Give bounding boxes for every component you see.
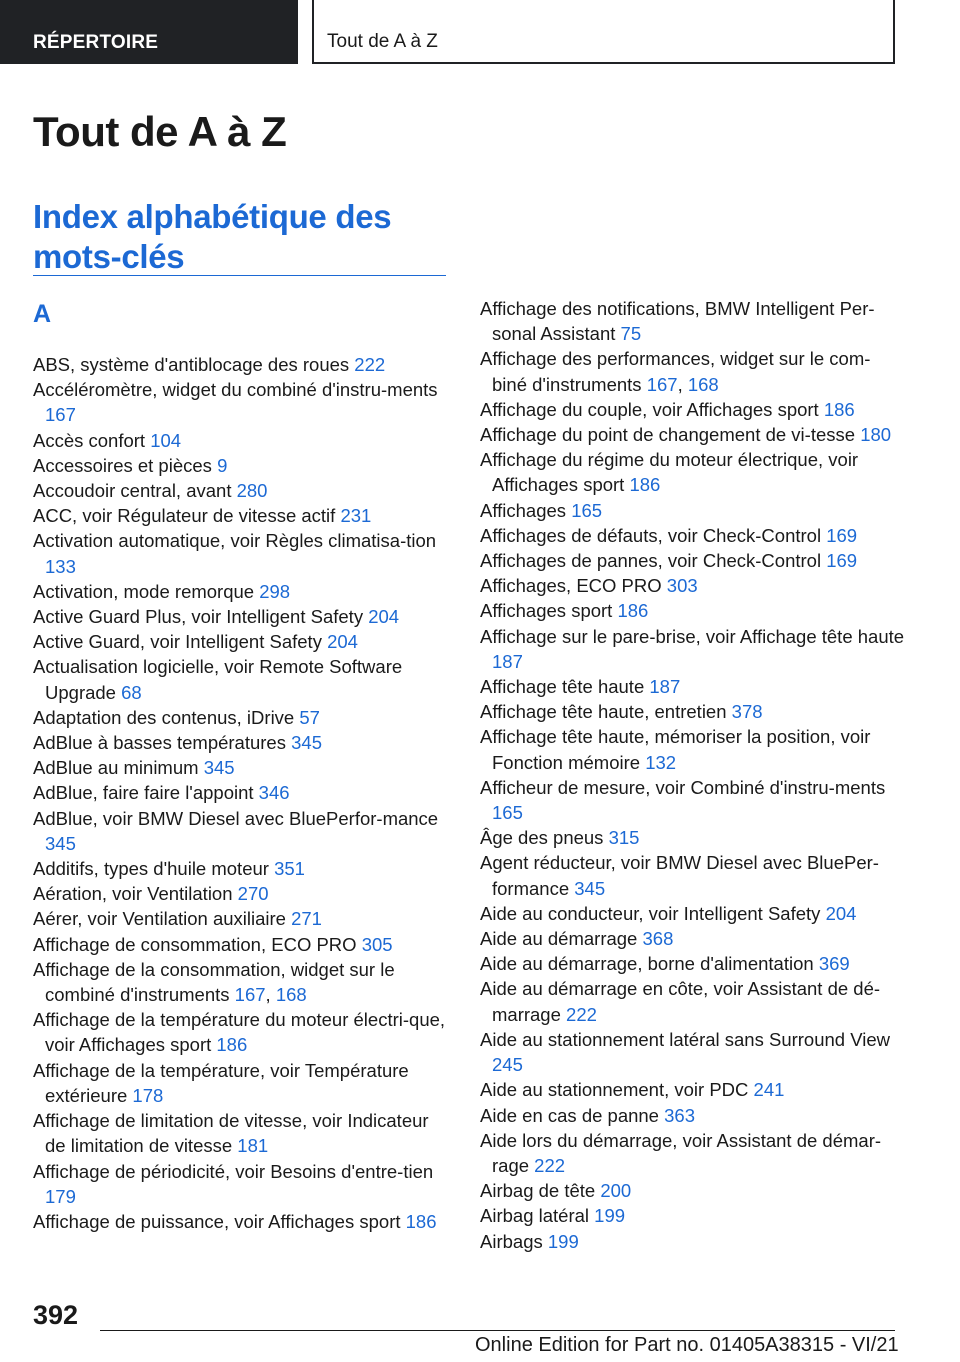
- index-entry: [33, 1058, 451, 1108]
- index-entry: [480, 674, 905, 699]
- index-entry-text: Affichage des notifications, BMW Intelligent Per-sonal Assistant: [480, 298, 875, 345]
- page-reference-link[interactable]: 305: [361, 933, 393, 955]
- index-entry-text: Aide en cas de panne: [480, 1104, 659, 1126]
- page-reference-link[interactable]: 186: [405, 1210, 437, 1232]
- index-list-right: [480, 296, 905, 1254]
- index-entry: [480, 1103, 905, 1128]
- page-reference-link[interactable]: 167: [646, 373, 678, 395]
- index-entry: [480, 624, 905, 674]
- page-reference-link[interactable]: 200: [600, 1180, 632, 1202]
- page-reference-link[interactable]: 104: [150, 429, 182, 451]
- page-reference-link[interactable]: 345: [574, 877, 606, 899]
- page-reference-link[interactable]: 169: [826, 550, 858, 572]
- index-entry: [480, 1178, 905, 1203]
- index-letter-heading: A: [33, 300, 52, 328]
- index-entry: [480, 1027, 905, 1077]
- index-entry: [480, 1229, 905, 1254]
- index-entry-text: Additifs, types d'huile moteur: [33, 858, 269, 880]
- footer-edition: Online Edition for Part no. 01405A38315 - VI/21: [475, 1334, 899, 1356]
- page-reference-link[interactable]: 179: [45, 1185, 76, 1207]
- page-reference-link[interactable]: 133: [45, 555, 76, 577]
- page-reference-link[interactable]: 345: [45, 832, 76, 854]
- index-entry-text: AdBlue au minimum: [33, 757, 199, 779]
- page-reference-link[interactable]: 165: [571, 499, 603, 521]
- index-entry: [33, 780, 451, 805]
- page-reference-link[interactable]: 270: [237, 883, 269, 905]
- page-number: 392: [33, 1300, 79, 1330]
- index-entry: [480, 724, 905, 774]
- index-entry: [480, 1203, 905, 1228]
- index-entry-text: Active Guard, voir Intelligent Safety: [33, 631, 322, 653]
- index-entry: Affichage des performances, widget sur le com-biné d'instruments 167, 168: [480, 348, 871, 395]
- index-entry-text: Aérer, voir Ventilation auxiliaire: [33, 908, 286, 930]
- index-entry: [33, 1007, 451, 1057]
- page-reference-link[interactable]: 315: [608, 827, 640, 849]
- index-entry: [33, 806, 451, 856]
- page-reference-link[interactable]: 68: [121, 681, 142, 703]
- index-entry: [33, 629, 451, 654]
- index-entry-text: ABS, système d'antiblocage des roues: [33, 354, 350, 375]
- index-entry-text: Activation automatique, voir Règles climatisa-tion: [33, 530, 437, 552]
- page-reference-link[interactable]: 346: [258, 782, 290, 804]
- page-reference-link[interactable]: 167: [45, 404, 76, 426]
- index-entry-text: AdBlue à basses températures: [33, 732, 286, 754]
- index-column-right: [480, 296, 905, 1254]
- index-entry-text: ACC, voir Régulateur de vitesse actif: [33, 505, 336, 527]
- index-entry-text: Affichages de pannes, voir Check-Control: [480, 550, 822, 572]
- index-entry: [480, 447, 905, 497]
- index-entry-text: Active Guard Plus, voir Intelligent Safety: [33, 606, 364, 628]
- index-entry: [480, 598, 905, 623]
- page-reference-link[interactable]: 186: [823, 398, 855, 420]
- index-entry: [33, 503, 451, 528]
- index-entry: [480, 926, 905, 951]
- index-entry: [480, 422, 905, 447]
- index-entry: [33, 604, 451, 629]
- page-reference-link[interactable]: 222: [534, 1154, 566, 1176]
- page-reference-link[interactable]: 187: [649, 676, 681, 698]
- index-entry: [480, 1077, 905, 1102]
- index-entry: [480, 1128, 905, 1178]
- index-entry-text: Accès confort: [33, 429, 146, 451]
- index-entry-text: Affichage de la température du moteur électri-que, voir Affichages sport: [33, 1009, 446, 1056]
- page-reference-link[interactable]: 180: [860, 424, 892, 446]
- index-entry: [33, 528, 451, 578]
- index-entry-text: Airbag latéral: [480, 1205, 590, 1227]
- index-entry-text: Affichages, ECO PRO: [480, 575, 662, 597]
- index-entry: [33, 932, 451, 957]
- page-reference-link[interactable]: 345: [291, 732, 322, 754]
- page-reference-link[interactable]: 298: [259, 580, 291, 602]
- index-entry-text: Affichage du point de changement de vi-tesse: [480, 424, 856, 446]
- index-entry-text: Actualisation logicielle, voir Remote Software Upgrade: [33, 656, 403, 703]
- page-reference-link[interactable]: 280: [236, 480, 268, 502]
- index-entry-text: Aide au stationnement, voir PDC: [480, 1079, 749, 1101]
- page-subtitle: Index alphabétique des mots-clés: [33, 198, 392, 275]
- section-tab: [0, 0, 298, 64]
- index-entry-text: Affichages de défauts, voir Check-Control: [480, 524, 822, 546]
- index-entry: [480, 397, 905, 422]
- index-entry: [480, 699, 905, 724]
- index-entry-text: Affichage du régime du moteur électrique, voir Affichages sport: [480, 449, 859, 496]
- index-entry-text: Agent réducteur, voir BMW Diesel avec BluePer-formance: [480, 852, 879, 899]
- index-entry-text: Aide au démarrage: [480, 928, 638, 950]
- page-reference-link[interactable]: 168: [275, 984, 307, 1006]
- index-entry-text: AdBlue, voir BMW Diesel avec BluePerfor-mance: [33, 807, 439, 829]
- index-entry-text: Âge des pneus: [480, 827, 604, 849]
- index-entry-text: Affichage sur le pare-brise, voir Affichage tête haute: [480, 625, 905, 647]
- index-entry: [33, 1108, 451, 1158]
- index-entry: [480, 498, 905, 523]
- index-entry: [33, 1159, 451, 1209]
- index-entry-text: Aide au démarrage, borne d'alimentation: [480, 953, 814, 975]
- index-entry: Affichage de la consommation, widget sur le combiné d'instruments 167, 168: [33, 958, 395, 1006]
- index-entry-text: Airbag de tête: [480, 1180, 596, 1202]
- page-reference-link[interactable]: 303: [666, 575, 698, 597]
- index-entry: [33, 428, 451, 453]
- index-entry-text: Aide au stationnement latéral sans Surround View: [480, 1028, 890, 1050]
- header-title-box: [312, 0, 895, 64]
- index-column-left: [33, 300, 451, 1234]
- index-entry-text: Affichage de limitation de vitesse, voir Indicateur de limitation de vitesse: [33, 1110, 429, 1157]
- index-entry: [33, 453, 451, 478]
- header-title: Tout de A à Z: [327, 31, 438, 52]
- index-entry-text: Affichage de la température, voir Température extérieure: [33, 1059, 409, 1106]
- page-reference-link[interactable]: 181: [237, 1135, 269, 1157]
- index-entry-text: AdBlue, faire faire l'appoint: [33, 782, 254, 804]
- page-reference-link[interactable]: 132: [645, 751, 677, 773]
- index-entry-text: Affichage de périodicité, voir Besoins d'entre-tien: [33, 1160, 434, 1182]
- page-reference-link[interactable]: 345: [203, 757, 235, 779]
- page-reference-link[interactable]: 167: [234, 984, 266, 1006]
- index-entry-text: Aide lors du démarrage, voir Assistant de démar-rage: [480, 1129, 882, 1176]
- page-reference-link[interactable]: 363: [664, 1104, 695, 1126]
- page-reference-link[interactable]: 222: [354, 354, 386, 375]
- page-reference-link[interactable]: 186: [629, 474, 661, 496]
- index-entry-text: Adaptation des contenus, iDrive: [33, 706, 295, 728]
- index-entry: [33, 579, 451, 604]
- page-reference-link[interactable]: 178: [132, 1084, 164, 1106]
- index-entry: [33, 755, 451, 780]
- index-entry: [33, 352, 451, 377]
- index-entry-text: Affichage du couple, voir Affichages sport: [480, 398, 819, 420]
- index-entry: [480, 825, 905, 850]
- index-entry: [33, 377, 451, 427]
- index-entry-text: Accéléromètre, widget du combiné d'instru-ments: [33, 379, 438, 401]
- index-entry-text: Aération, voir Ventilation: [33, 883, 233, 905]
- page-reference-link[interactable]: 187: [492, 650, 523, 672]
- index-entry: [480, 573, 905, 598]
- index-entry-text: Affichages sport: [480, 600, 613, 622]
- index-list-left: [33, 352, 451, 1234]
- index-entry-text: Affichage de la consommation, widget sur le combiné d'instruments: [33, 958, 395, 1006]
- page-reference-link[interactable]: 204: [825, 902, 857, 924]
- index-entry-text: Affichages: [480, 499, 567, 521]
- index-entry-text: Affichage tête haute, entretien: [480, 701, 727, 723]
- index-entry: [33, 906, 451, 931]
- index-entry-text: Accessoires et pièces: [33, 454, 212, 476]
- index-entry-text: Aide au démarrage en côte, voir Assistant de dé-marrage: [480, 978, 881, 1025]
- index-entry-text: Accoudoir central, avant: [33, 480, 232, 502]
- page-reference-link[interactable]: 199: [547, 1230, 579, 1252]
- subtitle-divider: [33, 275, 446, 276]
- index-entry: [33, 856, 451, 881]
- page-reference-link[interactable]: 75: [620, 323, 642, 345]
- index-entry-text: Activation, mode remorque: [33, 580, 255, 602]
- index-entry: [480, 951, 905, 976]
- index-entry: [480, 976, 905, 1026]
- page-reference-link[interactable]: 57: [299, 706, 320, 728]
- page-reference-link[interactable]: 351: [274, 858, 305, 880]
- index-entry: [33, 730, 451, 755]
- page-reference-link[interactable]: 199: [594, 1205, 626, 1227]
- page-reference-link[interactable]: 186: [617, 600, 649, 622]
- page-reference-link[interactable]: 168: [687, 373, 719, 395]
- index-entry-text: Afficheur de mesure, voir Combiné d'instru-ments: [480, 776, 886, 798]
- index-entry-text: Affichage de puissance, voir Affichages sport: [33, 1210, 401, 1232]
- page-reference-link[interactable]: 368: [642, 928, 674, 950]
- index-entry: [480, 775, 905, 825]
- index-entry: [480, 548, 905, 573]
- index-entry: [33, 654, 451, 704]
- page-reference-link[interactable]: 204: [327, 631, 358, 653]
- index-entry-text: Affichage tête haute, mémoriser la position, voir Fonction mémoire: [480, 726, 871, 773]
- index-entry: [33, 1209, 451, 1234]
- page-reference-link[interactable]: 165: [492, 802, 523, 824]
- page-title: Tout de A à Z: [33, 108, 287, 155]
- index-entry: [33, 705, 451, 730]
- index-entry: [480, 901, 905, 926]
- page-reference-link[interactable]: 169: [826, 524, 858, 546]
- index-entry: [480, 296, 905, 346]
- index-entry-text: Aide au conducteur, voir Intelligent Safety: [480, 902, 821, 924]
- index-entry: [33, 478, 451, 503]
- index-entry-text: Affichage tête haute: [480, 676, 645, 698]
- page-reference-link[interactable]: 271: [291, 908, 322, 930]
- footer-divider: [100, 1330, 895, 1331]
- index-entry: [33, 881, 451, 906]
- index-entry-text: Affichage de consommation, ECO PRO: [33, 933, 357, 955]
- page-reference-link[interactable]: 378: [731, 701, 763, 723]
- index-entry: [480, 523, 905, 548]
- index-entry: [480, 850, 905, 900]
- page-reference-link[interactable]: 204: [368, 606, 400, 628]
- page-reference-link[interactable]: 369: [818, 953, 850, 975]
- index-entry-text: Airbags: [480, 1230, 543, 1252]
- page-reference-link[interactable]: 245: [492, 1054, 523, 1076]
- page-reference-link[interactable]: 222: [566, 1003, 597, 1025]
- page-reference-link[interactable]: 241: [753, 1079, 785, 1101]
- section-label: RÉPERTOIRE: [33, 32, 159, 53]
- page-reference-link[interactable]: 9: [217, 454, 228, 476]
- index-entry-text: Affichage des performances, widget sur le com-biné d'instruments: [480, 348, 871, 395]
- page-reference-link[interactable]: 231: [340, 505, 372, 527]
- page-reference-link[interactable]: 186: [216, 1034, 248, 1056]
